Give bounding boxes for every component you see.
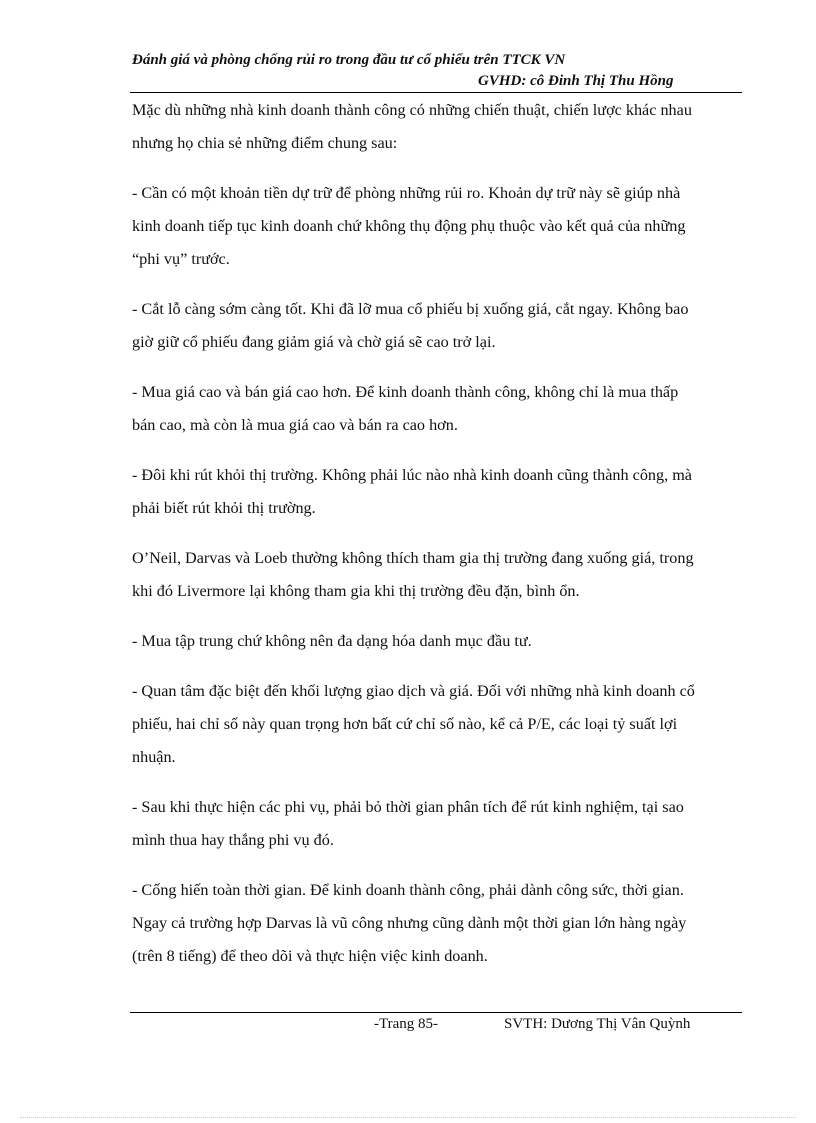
paragraph (132, 542, 740, 608)
header-rule (130, 92, 742, 93)
text-line: nhưng họ chia sẻ những điểm chung sau: (132, 134, 398, 152)
text-line: - Quan tâm đặc biệt đến khối lượng giao dịch và giá. Đối với những nhà kinh doanh cổ (132, 682, 695, 700)
paragraph (132, 791, 740, 857)
paragraph (132, 459, 740, 525)
text-line: - Cần có một khoản tiền dự trữ để phòng những rủi ro. Khoản dự trữ này sẽ giúp nhà (132, 184, 681, 202)
text-line: khi đó Livermore lại không tham gia khi thị trường đều đặn, bình ổn. (132, 582, 580, 600)
paragraph (132, 625, 740, 658)
document-title: Đánh giá và phòng chống rủi ro trong đầu tư cổ phiếu trên TTCK VN (132, 52, 566, 68)
text-line: mình thua hay thắng phi vụ đó. (132, 831, 334, 849)
text-line: giờ giữ cổ phiếu đang giảm giá và chờ giá sẽ cao trở lại. (132, 333, 496, 351)
text-line: - Mua giá cao và bán giá cao hơn. Để kinh doanh thành công, không chỉ là mua thấp (132, 383, 679, 401)
text-line: - Cắt lỗ càng sớm càng tốt. Khi đã lỡ mua cổ phiếu bị xuống giá, cắt ngay. Không bao (132, 300, 689, 318)
paragraph (132, 293, 740, 359)
paragraph (132, 94, 740, 160)
text-line: Mặc dù những nhà kinh doanh thành công có những chiến thuật, chiến lược khác nhau (132, 101, 692, 119)
supervisor-label: GVHD: cô Đinh Thị Thu Hồng (478, 73, 674, 89)
text-line: - Cống hiến toàn thời gian. Để kinh doanh thành công, phải dành công sức, thời gian. (132, 881, 684, 899)
text-line: - Sau khi thực hiện các phi vụ, phải bỏ thời gian phân tích để rút kinh nghiệm, tại sao (132, 798, 684, 816)
page-number: -Trang 85- (374, 1016, 439, 1032)
footer-rule (130, 1012, 742, 1013)
text-line: “phi vụ” trước. (132, 250, 230, 268)
paragraph (132, 675, 740, 774)
text-line: Ngay cả trường hợp Darvas là vũ công nhưng cũng dành một thời gian lớn hàng ngày (132, 914, 687, 932)
text-line: - Đôi khi rút khỏi thị trường. Không phải lúc nào nhà kinh doanh cũng thành công, mà (132, 466, 692, 484)
text-line: (trên 8 tiếng) để theo dõi và thực hiện việc kinh doanh. (132, 947, 488, 965)
text-line: nhuận. (132, 748, 176, 766)
paragraph (132, 874, 740, 973)
paragraph (132, 177, 740, 276)
body-text (132, 94, 740, 973)
text-line: kinh doanh tiếp tục kinh doanh chứ không thụ động phụ thuộc vào kết quả của những (132, 217, 686, 235)
text-line: phiếu, hai chỉ số này quan trọng hơn bất cứ chỉ số nào, kể cả P/E, các loại tỷ suất lợi (132, 715, 678, 733)
page-edge (20, 1117, 796, 1118)
text-line: phải biết rút khỏi thị trường. (132, 499, 316, 517)
text-line: bán cao, mà còn là mua giá cao và bán ra cao hơn. (132, 416, 458, 434)
text-line: O’Neil, Darvas và Loeb thường không thích tham gia thị trường đang xuống giá, trong (132, 549, 694, 567)
text-line: - Mua tập trung chứ không nên đa dạng hóa danh mục đầu tư. (132, 632, 532, 650)
author-label: SVTH: Dương Thị Vân Quỳnh (504, 1016, 691, 1032)
paragraph (132, 376, 740, 442)
